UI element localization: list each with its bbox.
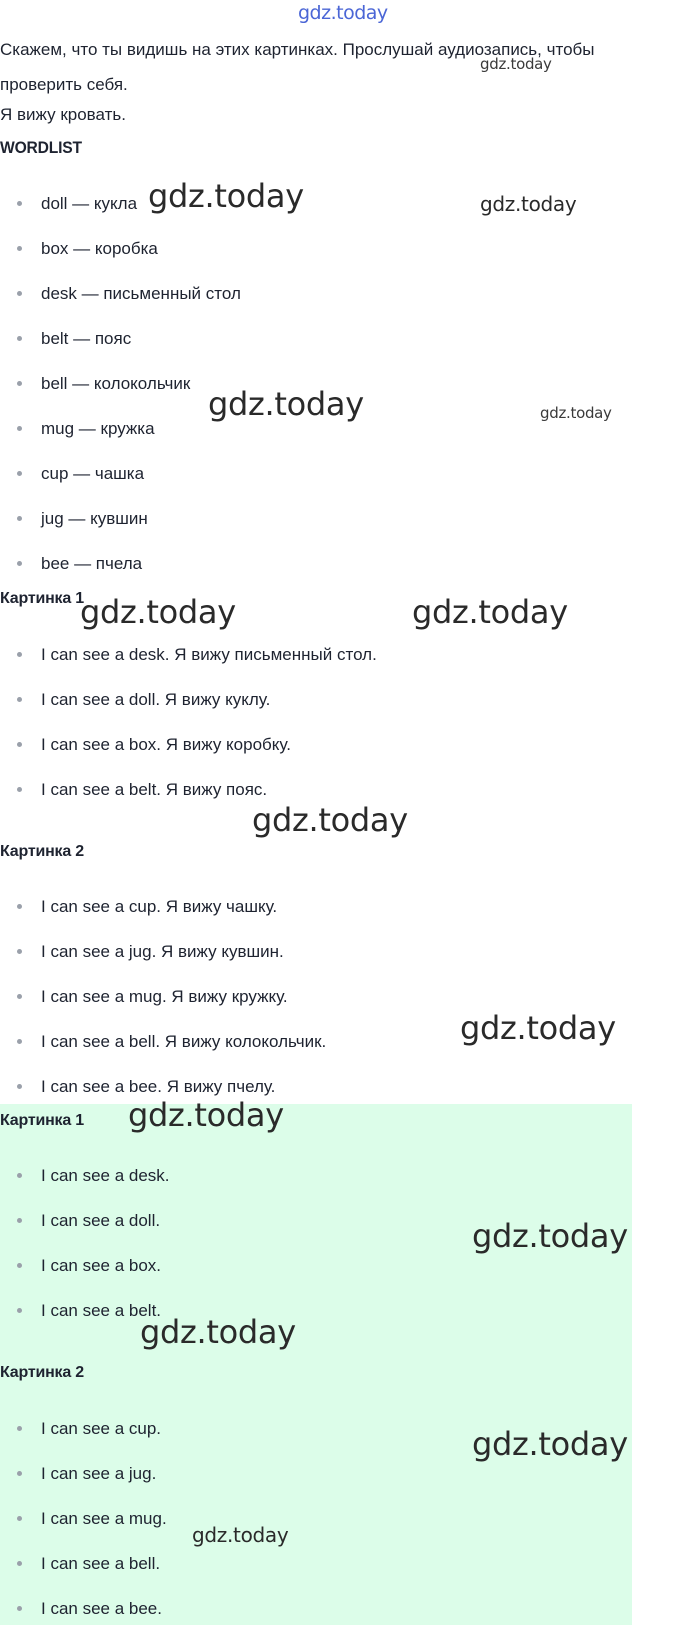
list-item <box>0 677 377 722</box>
list-item-text: I can see a bell. <box>41 1554 161 1573</box>
list-item-text: bell — колокольчик <box>41 374 191 393</box>
bullet-icon <box>17 1471 22 1476</box>
bullet-icon <box>17 1426 22 1431</box>
list-item-text: I can see a cup. <box>41 1419 162 1438</box>
watermark: gdz.today <box>480 55 552 73</box>
watermark: gdz.today <box>192 1523 289 1547</box>
bullet-icon <box>17 1263 22 1268</box>
list-item-text: I can see a bell. Я вижу колокольчик. <box>41 1032 327 1051</box>
list-item-text: I can see a desk. Я вижу письменный стол. <box>41 645 377 664</box>
answer-picture-1-list <box>0 1153 170 1333</box>
bullet-icon <box>17 561 22 566</box>
list-item <box>0 451 241 496</box>
watermark: gdz.today <box>128 1096 284 1134</box>
list-item-text: I can see a bee. <box>41 1599 162 1618</box>
list-item <box>0 541 241 586</box>
watermark: gdz.today <box>148 177 304 215</box>
watermark: gdz.today <box>540 404 612 422</box>
watermark: gdz.today <box>472 1425 628 1463</box>
bullet-icon <box>17 1308 22 1313</box>
list-item <box>0 722 377 767</box>
list-item-text: I can see a box. Я вижу коробку. <box>41 735 291 754</box>
list-item-text: bee — пчела <box>41 554 143 573</box>
list-item-text: I can see a belt. <box>41 1301 162 1320</box>
list-item <box>0 226 241 271</box>
picture-2-answers <box>0 884 326 1109</box>
task-instruction: Скажем, что ты видишь на этих картинках. Прослушай аудиозапись, чтобы проверить себя. <box>0 40 595 94</box>
list-item-text: belt — пояс <box>41 329 132 348</box>
answer-picture-2-heading: Картинка 2 <box>0 1364 85 1381</box>
list-item <box>0 1153 170 1198</box>
list-item <box>0 271 241 316</box>
watermark: gdz.today <box>472 1217 628 1255</box>
list-item <box>0 1019 326 1064</box>
list-item <box>0 496 241 541</box>
bullet-icon <box>17 697 22 702</box>
list-item <box>0 1243 170 1288</box>
list-item-text: doll — кукла <box>41 194 138 213</box>
watermark: gdz.today <box>480 192 577 216</box>
bullet-icon <box>17 1516 22 1521</box>
bullet-icon <box>17 381 22 386</box>
list-item-text: I can see a mug. Я вижу кружку. <box>41 987 288 1006</box>
list-item-text: desk — письменный стол <box>41 284 241 303</box>
list-item-text: cup — чашка <box>41 464 145 483</box>
picture-1-heading: Картинка 1 <box>0 590 85 607</box>
bullet-icon <box>17 246 22 251</box>
list-item <box>0 884 326 929</box>
answer-picture-2-list <box>0 1406 167 1625</box>
list-item <box>0 632 377 677</box>
bullet-icon <box>17 904 22 909</box>
list-item-text: mug — кружка <box>41 419 155 438</box>
list-item-text: box — коробка <box>41 239 158 258</box>
list-item <box>0 1198 170 1243</box>
watermark: gdz.today <box>252 801 408 839</box>
bullet-icon <box>17 742 22 747</box>
bullet-icon <box>17 201 22 206</box>
list-item-text: I can see a box. <box>41 1256 162 1275</box>
watermark: gdz.today <box>140 1313 296 1351</box>
list-item <box>0 929 326 974</box>
bullet-icon <box>17 471 22 476</box>
watermark: gdz.today <box>208 385 364 423</box>
bullet-icon <box>17 336 22 341</box>
bullet-icon <box>17 291 22 296</box>
list-item-text: I can see a desk. <box>41 1166 170 1185</box>
list-item <box>0 974 326 1019</box>
list-item-text: I can see a belt. Я вижу пояс. <box>41 780 268 799</box>
bullet-icon <box>17 1173 22 1178</box>
list-item <box>0 406 241 451</box>
picture-2-heading: Картинка 2 <box>0 843 85 860</box>
bullet-icon <box>17 1039 22 1044</box>
answer-picture-1-heading: Картинка 1 <box>0 1112 85 1129</box>
bullet-icon <box>17 652 22 657</box>
list-item-text: I can see a jug. <box>41 1464 157 1483</box>
list-item-text: I can see a mug. <box>41 1509 167 1528</box>
list-item-text: I can see a doll. <box>41 1211 161 1230</box>
list-item-text: jug — кувшин <box>41 509 148 528</box>
bullet-icon <box>17 787 22 792</box>
list-item <box>0 1451 167 1496</box>
list-item-text: I can see a doll. Я вижу куклу. <box>41 690 271 709</box>
list-item <box>0 361 241 406</box>
bullet-icon <box>17 949 22 954</box>
site-logo[interactable]: gdz.today <box>298 2 388 24</box>
bullet-icon <box>17 994 22 999</box>
bullet-icon <box>17 1561 22 1566</box>
list-item <box>0 1541 167 1586</box>
list-item-text: I can see a jug. Я вижу кувшин. <box>41 942 284 961</box>
bullet-icon <box>17 1218 22 1223</box>
bullet-icon <box>17 516 22 521</box>
bullet-icon <box>17 1606 22 1611</box>
task-example: Я вижу кровать. <box>0 105 126 124</box>
watermark: gdz.today <box>80 593 236 631</box>
list-item <box>0 1406 167 1451</box>
wordlist <box>0 181 241 586</box>
bullet-icon <box>17 426 22 431</box>
list-item <box>0 316 241 361</box>
picture-1-answers <box>0 632 377 812</box>
list-item <box>0 1496 167 1541</box>
wordlist-heading: WORDLIST <box>0 138 82 157</box>
list-item <box>0 1586 167 1625</box>
list-item-text: I can see a bee. Я вижу пчелу. <box>41 1077 276 1096</box>
list-item-text: I can see a cup. Я вижу чашку. <box>41 897 278 916</box>
bullet-icon <box>17 1084 22 1089</box>
watermark: gdz.today <box>460 1009 616 1047</box>
watermark: gdz.today <box>412 593 568 631</box>
